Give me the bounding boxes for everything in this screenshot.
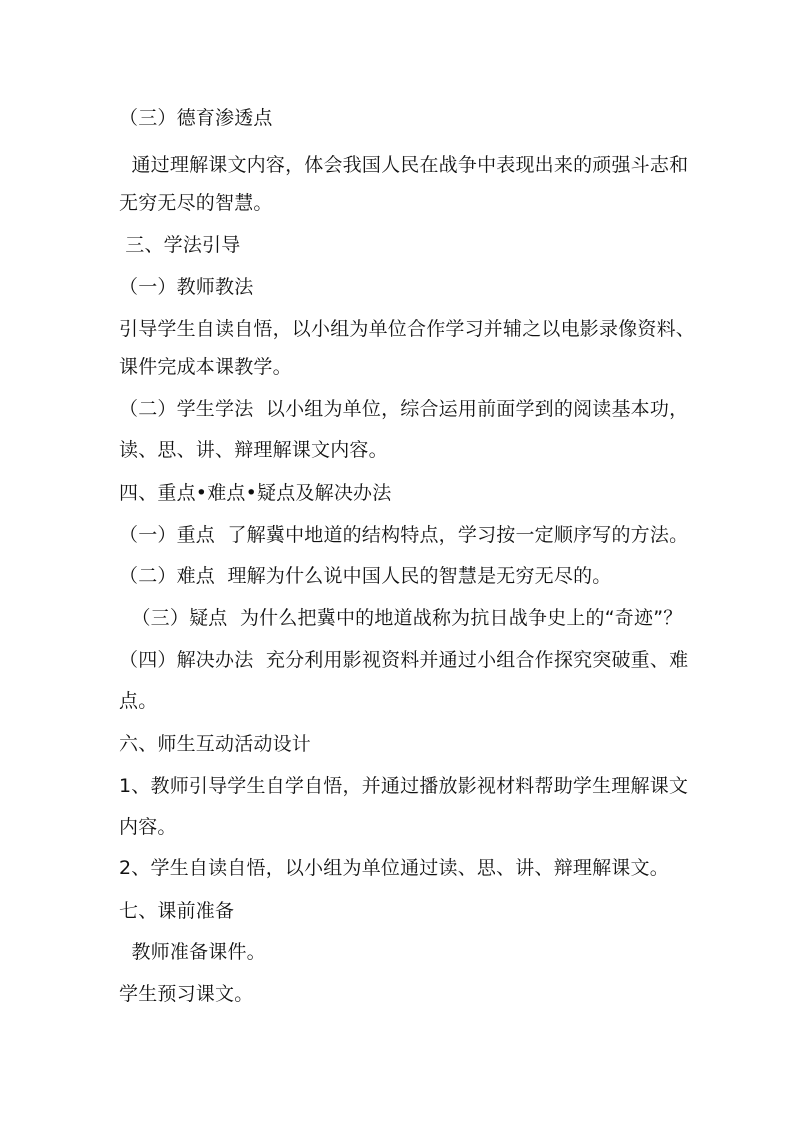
section-heading-interaction-design: 六、师生互动活动设计 bbox=[119, 733, 312, 755]
section-heading-moral-education: （三）德育渗透点 bbox=[119, 107, 273, 129]
paragraph-line: （四）解决办法 充分利用影视资料并通过小组合作探究突破重、难 bbox=[119, 649, 689, 671]
paragraph-line: 内容。 bbox=[119, 816, 177, 838]
paragraph-line: 教师准备课件。 bbox=[119, 941, 266, 963]
section-heading-key-points: 四、重点•难点•疑点及解决办法 bbox=[119, 482, 392, 504]
paragraph-line: （二）学生学法 以小组为单位，综合运用前面学到的阅读基本功， bbox=[119, 398, 689, 420]
paragraph-line: 课件完成本课教学。 bbox=[119, 356, 292, 378]
paragraph-line: （一）重点 了解冀中地道的结构特点，学习按一定顺序写的方法。 bbox=[119, 524, 689, 546]
section-heading-study-methods: 三、学法引导 bbox=[119, 234, 241, 256]
subheading-teacher-methods: （一）教师教法 bbox=[119, 276, 254, 298]
paragraph-line: （三）疑点 为什么把冀中的地道战称为抗日战争史上的“奇迹”？ bbox=[119, 607, 683, 629]
paragraph-line: 无穷无尽的智慧。 bbox=[119, 192, 273, 214]
paragraph-line: （二）难点 理解为什么说中国人民的智慧是无穷无尽的。 bbox=[119, 565, 612, 587]
paragraph-line: 2、学生自读自悟，以小组为单位通过读、思、讲、辩理解课文。 bbox=[119, 857, 669, 879]
paragraph-line: 通过理解课文内容，体会我国人民在战争中表现出来的顽强斗志和 bbox=[119, 154, 689, 176]
paragraph-line: 点。 bbox=[119, 690, 158, 712]
section-heading-preparation: 七、课前准备 bbox=[119, 900, 235, 922]
paragraph-line: 1、教师引导学生自学自悟，并通过播放影视材料帮助学生理解课文 bbox=[119, 775, 689, 797]
paragraph-line: 学生预习课文。 bbox=[119, 983, 254, 1005]
paragraph-line: 读、思、讲、辩理解课文内容。 bbox=[119, 439, 388, 461]
paragraph-line: 引导学生自读自悟，以小组为单位合作学习并辅之以电影录像资料、 bbox=[119, 318, 696, 340]
